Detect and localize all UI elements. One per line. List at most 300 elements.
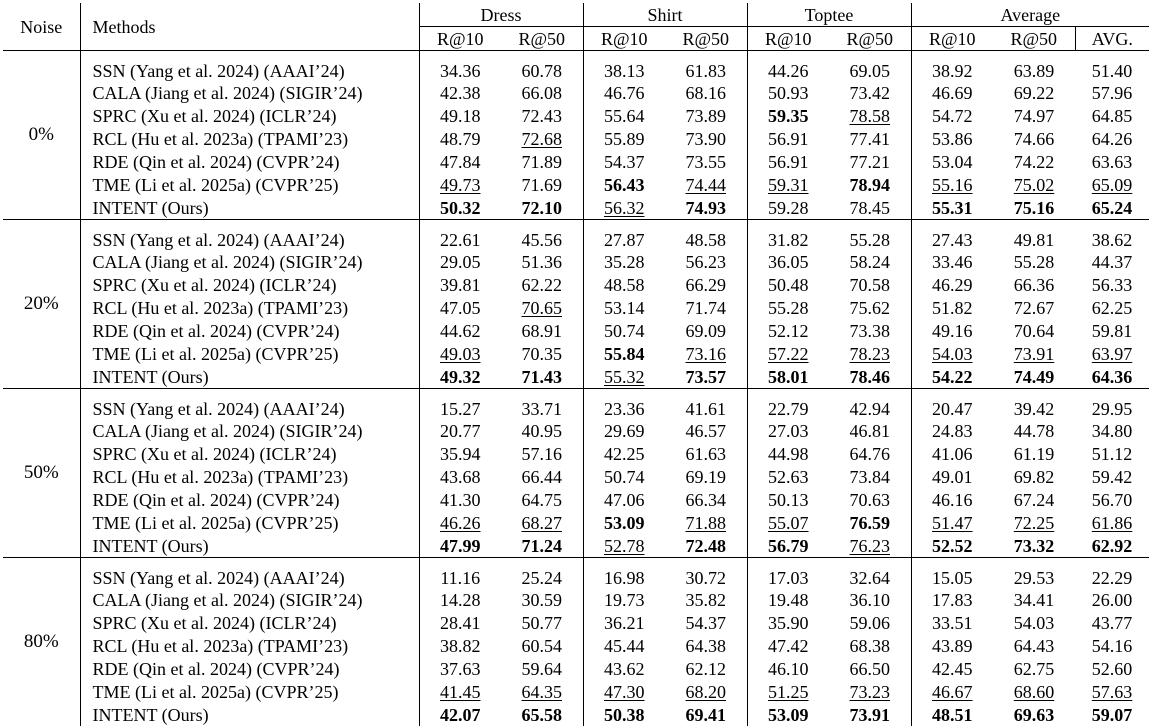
metric-value-cell: [665, 465, 747, 488]
metric-value-cell: [1075, 173, 1149, 196]
metric-value-cell: [501, 558, 583, 589]
metric-value: 27.03: [768, 421, 809, 441]
metric-value: 15.27: [440, 399, 481, 419]
metric-value: 72.67: [1014, 298, 1055, 318]
metric-value: 70.63: [850, 490, 891, 510]
metric-value-cell: [665, 81, 747, 104]
method-name-cell: RCL (Hu et al. 2023a) (TPAMI’23): [80, 296, 419, 319]
method-name-cell: INTENT (Ours): [80, 534, 419, 558]
metric-value-cell: [501, 150, 583, 173]
metric-value-cell: [993, 703, 1075, 726]
metric-value: 42.07: [440, 705, 481, 725]
metric-value: 47.42: [768, 636, 809, 656]
metric-value: 66.34: [686, 490, 727, 510]
metric-value: 55.64: [604, 106, 645, 126]
metric-value-cell: [1075, 250, 1149, 273]
metric-value: 41.06: [932, 444, 973, 464]
metric-value: 72.43: [522, 106, 563, 126]
metric-value-cell: [1075, 273, 1149, 296]
metric-value-cell: [911, 196, 993, 220]
metric-value-cell: [665, 634, 747, 657]
metric-value: 55.28: [768, 298, 809, 318]
metric-value-cell: [419, 273, 501, 296]
metric-value: 63.63: [1092, 152, 1133, 172]
table-row: [3, 296, 1149, 319]
metric-value-cell: [829, 488, 911, 511]
metric-value-cell: [747, 319, 829, 342]
metric-value-cell: [911, 51, 993, 82]
metric-value-cell: [993, 588, 1075, 611]
subcol-header: R@50: [829, 27, 911, 51]
metric-value-cell: [829, 296, 911, 319]
metric-value-cell: [911, 250, 993, 273]
method-name-cell: TME (Li et al. 2025a) (CVPR’25): [80, 511, 419, 534]
metric-value-cell: [583, 419, 665, 442]
metric-value-cell: [747, 389, 829, 420]
metric-value-cell: [665, 173, 747, 196]
metric-value-cell: [993, 611, 1075, 634]
metric-value-cell: [747, 127, 829, 150]
metric-value: 51.12: [1092, 444, 1133, 464]
metric-value: 37.63: [440, 659, 481, 679]
metric-value-cell: [583, 127, 665, 150]
table-body: [3, 51, 1149, 726]
metric-value: 57.22: [768, 344, 809, 364]
method-name-cell: SSN (Yang et al. 2024) (AAAI’24): [80, 220, 419, 251]
metric-value-cell: [583, 511, 665, 534]
metric-value-cell: [747, 534, 829, 558]
metric-value-cell: [501, 657, 583, 680]
metric-value-cell: [1075, 342, 1149, 365]
method-name-cell: TME (Li et al. 2025a) (CVPR’25): [80, 173, 419, 196]
table-row: [3, 365, 1149, 389]
metric-value-cell: [419, 634, 501, 657]
metric-value-cell: [501, 588, 583, 611]
metric-value-cell: [419, 558, 501, 589]
metric-value: 64.38: [686, 636, 727, 656]
metric-value: 55.16: [932, 175, 973, 195]
metric-value-cell: [747, 657, 829, 680]
table-row: [3, 104, 1149, 127]
metric-value: 35.90: [768, 613, 809, 633]
metric-value-cell: [665, 150, 747, 173]
table-row: [3, 389, 1149, 420]
metric-value-cell: [1075, 588, 1149, 611]
metric-value: 54.37: [686, 613, 727, 633]
metric-value-cell: [583, 104, 665, 127]
metric-value-cell: [419, 534, 501, 558]
table-row: [3, 634, 1149, 657]
metric-value: 65.09: [1092, 175, 1133, 195]
subcol-header: R@10: [419, 27, 501, 51]
metric-value: 56.91: [768, 129, 809, 149]
metric-value-cell: [665, 104, 747, 127]
metric-value-cell: [583, 442, 665, 465]
metric-value-cell: [665, 389, 747, 420]
metric-value: 49.81: [1014, 230, 1055, 250]
metric-value-cell: [747, 273, 829, 296]
metric-value: 75.02: [1014, 175, 1055, 195]
metric-value-cell: [747, 588, 829, 611]
metric-value-cell: [583, 389, 665, 420]
metric-value-cell: [911, 465, 993, 488]
metric-value: 73.32: [1014, 536, 1055, 556]
metric-value: 78.94: [850, 175, 891, 195]
metric-value: 42.25: [604, 444, 645, 464]
metric-value: 74.49: [1014, 367, 1055, 387]
metric-value-cell: [583, 81, 665, 104]
method-name-cell: SSN (Yang et al. 2024) (AAAI’24): [80, 51, 419, 82]
metric-value-cell: [1075, 680, 1149, 703]
metric-value: 46.10: [768, 659, 809, 679]
metric-value-cell: [829, 588, 911, 611]
metric-value-cell: [1075, 104, 1149, 127]
method-name-cell: RCL (Hu et al. 2023a) (TPAMI’23): [80, 634, 419, 657]
metric-value: 38.62: [1092, 230, 1133, 250]
metric-value-cell: [583, 611, 665, 634]
metric-value-cell: [419, 104, 501, 127]
metric-value-cell: [1075, 703, 1149, 726]
metric-value-cell: [665, 220, 747, 251]
metric-value: 15.05: [932, 568, 973, 588]
metric-value-cell: [829, 558, 911, 589]
group-header-shirt: Shirt: [583, 3, 747, 27]
metric-value-cell: [583, 634, 665, 657]
metric-value: 51.82: [932, 298, 973, 318]
metric-value-cell: [583, 342, 665, 365]
metric-value-cell: [419, 173, 501, 196]
metric-value: 43.68: [440, 467, 481, 487]
metric-value: 73.16: [686, 344, 727, 364]
metric-value: 52.63: [768, 467, 809, 487]
metric-value: 34.36: [440, 61, 481, 81]
metric-value-cell: [501, 296, 583, 319]
metric-value: 71.43: [522, 367, 563, 387]
metric-value: 63.97: [1092, 344, 1133, 364]
metric-value-cell: [583, 657, 665, 680]
metric-value-cell: [747, 250, 829, 273]
metric-value-cell: [747, 558, 829, 589]
metric-value-cell: [501, 51, 583, 82]
metric-value-cell: [501, 419, 583, 442]
metric-value: 55.07: [768, 513, 809, 533]
metric-value-cell: [665, 365, 747, 389]
metric-value-cell: [829, 465, 911, 488]
metric-value: 72.10: [522, 198, 563, 218]
metric-value: 74.22: [1014, 152, 1055, 172]
metric-value-cell: [911, 511, 993, 534]
metric-value: 56.33: [1092, 275, 1133, 295]
metric-value: 38.92: [932, 61, 973, 81]
metric-value-cell: [993, 81, 1075, 104]
metric-value-cell: [419, 703, 501, 726]
metric-value-cell: [747, 680, 829, 703]
metric-value-cell: [829, 680, 911, 703]
method-name-cell: SSN (Yang et al. 2024) (AAAI’24): [80, 558, 419, 589]
metric-value: 50.74: [604, 467, 645, 487]
metric-value-cell: [419, 588, 501, 611]
subcol-header: R@50: [993, 27, 1075, 51]
metric-value-cell: [993, 657, 1075, 680]
metric-value: 56.79: [768, 536, 809, 556]
metric-value: 39.81: [440, 275, 481, 295]
metric-value: 34.80: [1092, 421, 1133, 441]
metric-value: 64.76: [850, 444, 891, 464]
metric-value-cell: [583, 703, 665, 726]
metric-value: 36.05: [768, 252, 809, 272]
metric-value-cell: [993, 150, 1075, 173]
metric-value: 46.57: [686, 421, 727, 441]
metric-value: 68.91: [522, 321, 563, 341]
metric-value: 77.21: [850, 152, 891, 172]
metric-value-cell: [419, 442, 501, 465]
metric-value-cell: [419, 611, 501, 634]
metric-value-cell: [747, 104, 829, 127]
metric-value-cell: [501, 365, 583, 389]
metric-value: 29.53: [1014, 568, 1055, 588]
metric-value: 54.03: [932, 344, 973, 364]
metric-value: 55.28: [850, 230, 891, 250]
subcol-header: R@50: [665, 27, 747, 51]
method-name-cell: TME (Li et al. 2025a) (CVPR’25): [80, 680, 419, 703]
table-row: [3, 657, 1149, 680]
metric-value: 69.05: [850, 61, 891, 81]
metric-value-cell: [665, 127, 747, 150]
metric-value-cell: [501, 250, 583, 273]
metric-value: 50.48: [768, 275, 809, 295]
metric-value-cell: [829, 534, 911, 558]
method-name-cell: CALA (Jiang et al. 2024) (SIGIR’24): [80, 81, 419, 104]
metric-value-cell: [419, 81, 501, 104]
metric-value: 62.22: [522, 275, 563, 295]
metric-value: 48.79: [440, 129, 481, 149]
metric-value: 19.48: [768, 590, 809, 610]
method-name-cell: SPRC (Xu et al. 2024) (ICLR’24): [80, 611, 419, 634]
metric-value: 48.58: [686, 230, 727, 250]
metric-value: 76.23: [850, 536, 891, 556]
metric-value-cell: [993, 442, 1075, 465]
metric-value-cell: [993, 250, 1075, 273]
metric-value: 67.24: [1014, 490, 1055, 510]
metric-value-cell: [993, 419, 1075, 442]
table-row: [3, 534, 1149, 558]
metric-value: 41.45: [440, 682, 481, 702]
metric-value: 64.75: [522, 490, 563, 510]
method-name-cell: SPRC (Xu et al. 2024) (ICLR’24): [80, 104, 419, 127]
subcol-header: AVG.: [1075, 27, 1149, 51]
metric-value: 59.31: [768, 175, 809, 195]
metric-value-cell: [911, 389, 993, 420]
metric-value: 62.25: [1092, 298, 1133, 318]
metric-value: 74.93: [686, 198, 727, 218]
metric-value: 20.47: [932, 399, 973, 419]
metric-value: 16.98: [604, 568, 645, 588]
table-row: [3, 342, 1149, 365]
metric-value-cell: [747, 419, 829, 442]
metric-value-cell: [419, 365, 501, 389]
metric-value-cell: [747, 488, 829, 511]
metric-value: 68.60: [1014, 682, 1055, 702]
method-name-cell: SPRC (Xu et al. 2024) (ICLR’24): [80, 442, 419, 465]
metric-value: 49.73: [440, 175, 481, 195]
metric-value-cell: [911, 319, 993, 342]
metric-value-cell: [583, 319, 665, 342]
table-row: [3, 127, 1149, 150]
metric-value-cell: [665, 51, 747, 82]
method-name-cell: SPRC (Xu et al. 2024) (ICLR’24): [80, 273, 419, 296]
metric-value-cell: [1075, 296, 1149, 319]
metric-value-cell: [829, 342, 911, 365]
metric-value-cell: [583, 51, 665, 82]
metric-value: 46.29: [932, 275, 973, 295]
metric-value-cell: [501, 611, 583, 634]
metric-value-cell: [829, 703, 911, 726]
metric-value: 53.09: [604, 513, 645, 533]
metric-value-cell: [583, 534, 665, 558]
metric-value-cell: [501, 173, 583, 196]
metric-value-cell: [829, 150, 911, 173]
metric-value: 42.45: [932, 659, 973, 679]
metric-value: 47.84: [440, 152, 481, 172]
metric-value-cell: [993, 558, 1075, 589]
metric-value-cell: [747, 465, 829, 488]
table-row: [3, 81, 1149, 104]
subcol-header: R@10: [911, 27, 993, 51]
metric-value: 43.62: [604, 659, 645, 679]
metric-value-cell: [829, 389, 911, 420]
metric-value-cell: [419, 250, 501, 273]
table-row: [3, 273, 1149, 296]
metric-value-cell: [993, 127, 1075, 150]
metric-value: 22.29: [1092, 568, 1133, 588]
metric-value: 74.66: [1014, 129, 1055, 149]
metric-value: 44.62: [440, 321, 481, 341]
table-row: [3, 250, 1149, 273]
metric-value: 66.50: [850, 659, 891, 679]
metric-value: 69.82: [1014, 467, 1055, 487]
metric-value-cell: [665, 588, 747, 611]
metric-value: 73.42: [850, 83, 891, 103]
metric-value: 56.91: [768, 152, 809, 172]
metric-value-cell: [501, 273, 583, 296]
metric-value: 71.24: [522, 536, 563, 556]
metric-value: 54.22: [932, 367, 973, 387]
metric-value: 41.61: [686, 399, 727, 419]
metric-value-cell: [911, 534, 993, 558]
metric-value: 27.87: [604, 230, 645, 250]
metric-value-cell: [829, 104, 911, 127]
noise-level-cell: 50%: [3, 389, 80, 558]
metric-value-cell: [419, 465, 501, 488]
metric-value-cell: [583, 173, 665, 196]
metric-value-cell: [665, 534, 747, 558]
metric-value-cell: [829, 634, 911, 657]
metric-value-cell: [747, 296, 829, 319]
metric-value: 64.36: [1092, 367, 1133, 387]
metric-value: 72.48: [686, 536, 727, 556]
metric-value-cell: [747, 81, 829, 104]
metric-value-cell: [583, 220, 665, 251]
metric-value: 25.24: [522, 568, 563, 588]
metric-value: 75.16: [1014, 198, 1055, 218]
metric-value: 22.61: [440, 230, 481, 250]
metric-value-cell: [911, 558, 993, 589]
metric-value-cell: [665, 680, 747, 703]
metric-value-cell: [829, 442, 911, 465]
metric-value: 58.24: [850, 252, 891, 272]
metric-value-cell: [1075, 150, 1149, 173]
metric-value: 40.95: [522, 421, 563, 441]
metric-value: 60.54: [522, 636, 563, 656]
metric-value: 59.06: [850, 613, 891, 633]
metric-value: 57.63: [1092, 682, 1133, 702]
metric-value: 52.60: [1092, 659, 1133, 679]
metric-value-cell: [583, 273, 665, 296]
metric-value-cell: [419, 488, 501, 511]
metric-value: 61.83: [686, 61, 727, 81]
metric-value-cell: [419, 511, 501, 534]
metric-value: 49.32: [440, 367, 481, 387]
metric-value-cell: [1075, 389, 1149, 420]
metric-value: 33.51: [932, 613, 973, 633]
metric-value: 73.55: [686, 152, 727, 172]
metric-value-cell: [911, 220, 993, 251]
metric-value: 29.05: [440, 252, 481, 272]
metric-value-cell: [1075, 319, 1149, 342]
table-row: [3, 680, 1149, 703]
metric-value: 74.97: [1014, 106, 1055, 126]
metric-value-cell: [419, 680, 501, 703]
metric-value: 53.09: [768, 705, 809, 725]
metric-value: 55.84: [604, 344, 645, 364]
group-header-toptee: Toptee: [747, 3, 911, 27]
metric-value: 28.41: [440, 613, 481, 633]
metric-value: 55.32: [604, 367, 645, 387]
metric-value: 62.92: [1092, 536, 1133, 556]
group-header-dress: Dress: [419, 3, 583, 27]
metric-value: 59.28: [768, 198, 809, 218]
method-name-cell: RCL (Hu et al. 2023a) (TPAMI’23): [80, 127, 419, 150]
metric-value: 48.51: [932, 705, 973, 725]
metric-value-cell: [993, 365, 1075, 389]
metric-value-cell: [1075, 657, 1149, 680]
metric-value: 19.73: [604, 590, 645, 610]
metric-value-cell: [1075, 127, 1149, 150]
method-name-cell: RDE (Qin et al. 2024) (CVPR’24): [80, 657, 419, 680]
metric-value: 60.78: [522, 61, 563, 81]
metric-value: 44.37: [1092, 252, 1133, 272]
metric-value-cell: [501, 511, 583, 534]
metric-value-cell: [665, 319, 747, 342]
metric-value-cell: [419, 657, 501, 680]
metric-value: 46.67: [932, 682, 973, 702]
metric-value-cell: [829, 273, 911, 296]
metric-value: 69.63: [1014, 705, 1055, 725]
metric-value-cell: [665, 342, 747, 365]
metric-value: 50.13: [768, 490, 809, 510]
metric-value-cell: [747, 634, 829, 657]
metric-value-cell: [1075, 534, 1149, 558]
metric-value: 26.00: [1092, 590, 1133, 610]
metric-value: 36.21: [604, 613, 645, 633]
metric-value-cell: [1075, 611, 1149, 634]
metric-value: 45.56: [522, 230, 563, 250]
metric-value: 78.23: [850, 344, 891, 364]
metric-value: 72.25: [1014, 513, 1055, 533]
metric-value-cell: [1075, 51, 1149, 82]
metric-value-cell: [993, 342, 1075, 365]
metric-value: 33.71: [522, 399, 563, 419]
